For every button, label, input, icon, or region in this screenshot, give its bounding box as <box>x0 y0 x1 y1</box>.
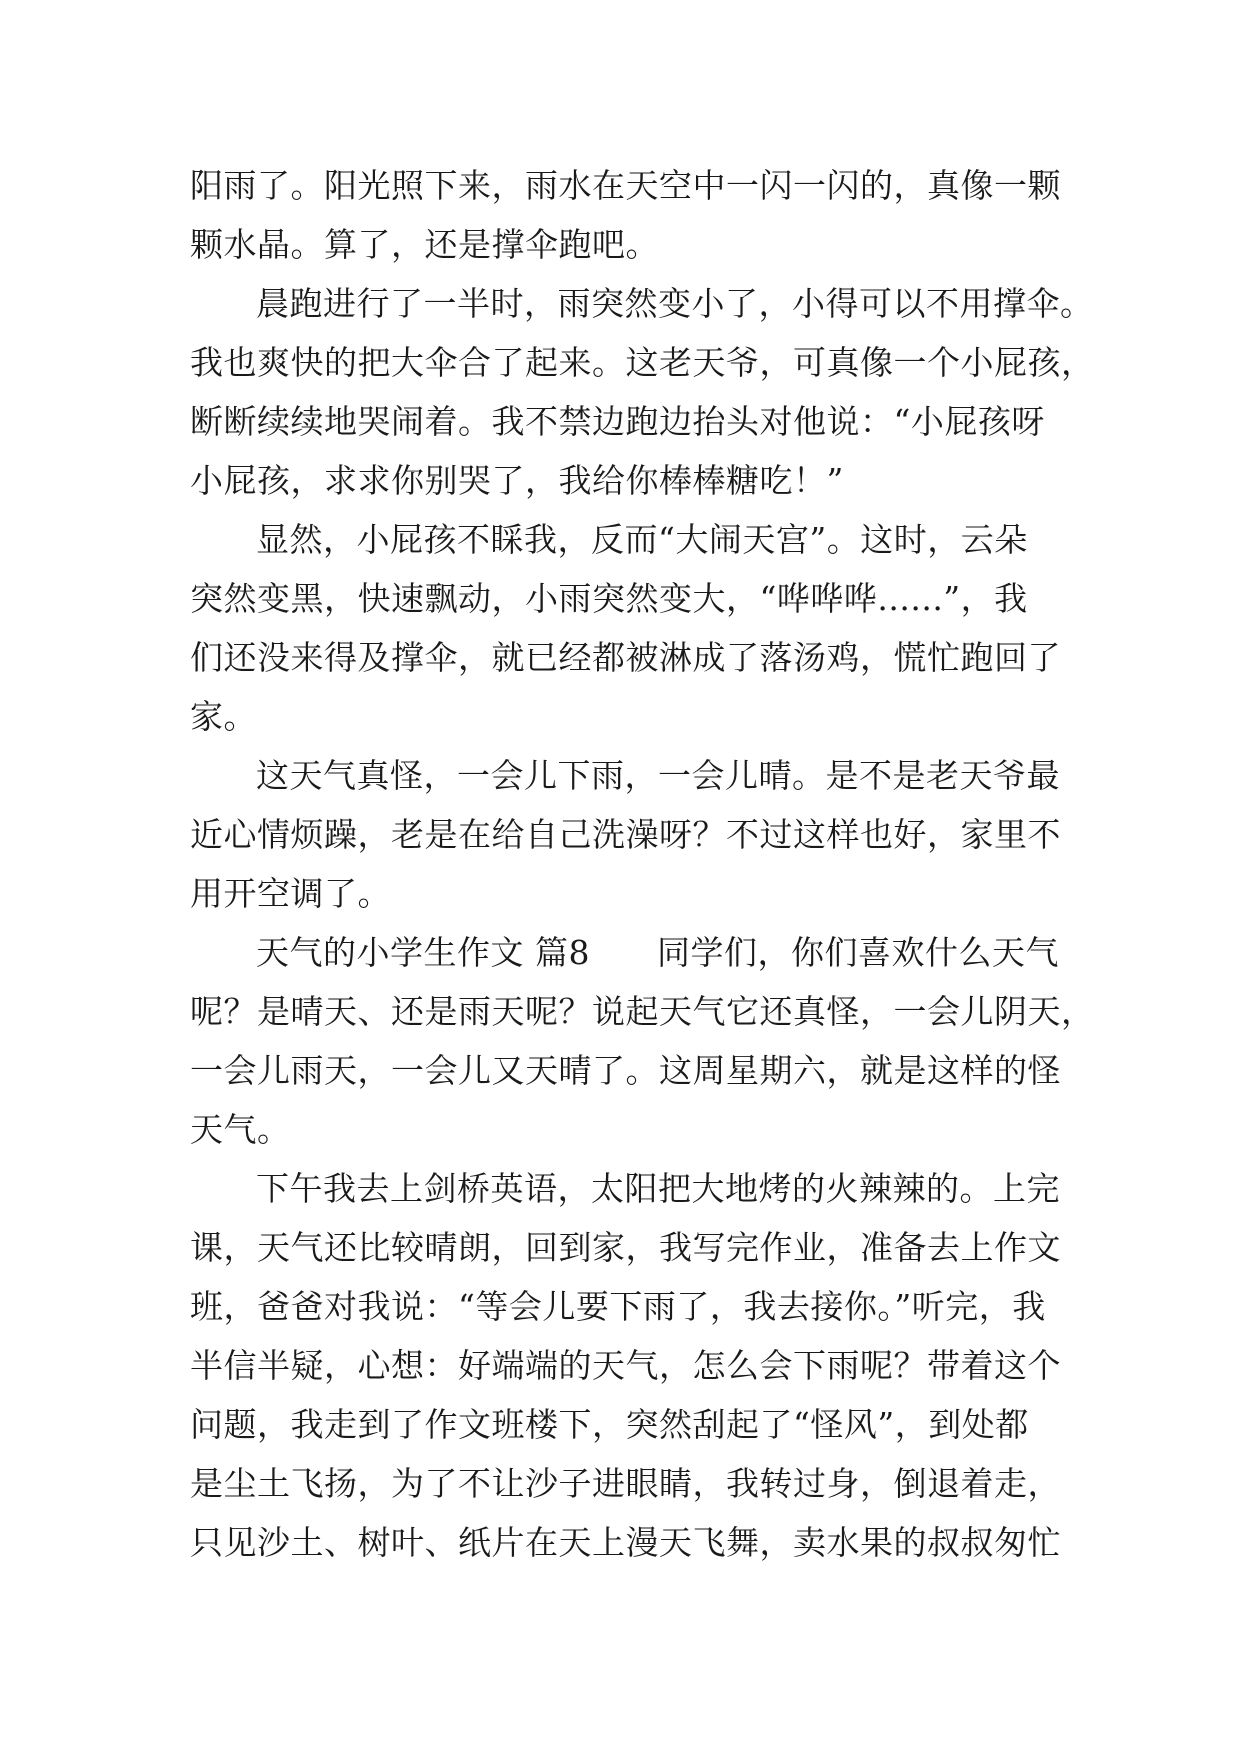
text-line: 断断续续地哭闹着。我不禁边跑边抬头对他说：“小屁孩呀 <box>190 402 1045 441</box>
essay-body <box>190 156 1095 1572</box>
text-line: 近心情烦躁，老是在给自己洗澡呀？不过这样也好，家里不 <box>190 815 1061 854</box>
text-line: 班，爸爸对我说：“等会儿要下雨了，我去接你。”听完，我 <box>190 1287 1046 1326</box>
text-line: 阳雨了。阳光照下来，雨水在天空中一闪一闪的，真像一颗 <box>190 166 1061 205</box>
paragraph-start-line: 显然，小屁孩不睬我，反而“大闹天宫”。这时，云朵 <box>256 520 1028 559</box>
text-line: 颗水晶。算了，还是撑伞跑吧。 <box>190 225 659 264</box>
paragraph-start-line: 晨跑进行了一半时，雨突然变小了，小得可以不用撑伞。 <box>256 284 1094 323</box>
text-line: 问题，我走到了作文班楼下，突然刮起了“怪风”，到处都 <box>190 1405 1029 1444</box>
text-line: 一会儿雨天，一会儿又天晴了。这周星期六，就是这样的怪 <box>190 1051 1061 1090</box>
text-line: 突然变黑，快速飘动，小雨突然变大，“哗哗哗......”，我 <box>190 579 1028 618</box>
text-line: 天气。 <box>190 1110 291 1149</box>
text-line: 半信半疑，心想：好端端的天气，怎么会下雨呢？带着这个 <box>190 1346 1061 1385</box>
text-line: 我也爽快的把大伞合了起来。这老天爷，可真像一个小屁孩， <box>190 343 1095 382</box>
text-line: 只见沙土、树叶、纸片在天上漫天飞舞，卖水果的叔叔匆忙 <box>190 1523 1061 1562</box>
paragraph-start-line: 这天气真怪，一会儿下雨，一会儿晴。是不是老天爷最 <box>256 756 1060 795</box>
text-line: 呢？是晴天、还是雨天呢？说起天气它还真怪，一会儿阴天， <box>190 992 1095 1031</box>
text-line: 是尘土飞扬，为了不让沙子进眼睛，我转过身，倒退着走， <box>190 1464 1061 1503</box>
text-line: 课，天气还比较晴朗，回到家，我写完作业，准备去上作文 <box>190 1228 1061 1267</box>
text-line: 用开空调了。 <box>190 874 391 913</box>
paragraph-start-line: 下午我去上剑桥英语，太阳把大地烤的火辣辣的。上完 <box>256 1169 1060 1208</box>
section-heading-line: 天气的小学生作文 篇8 同学们，你们喜欢什么天气 <box>256 933 1059 972</box>
text-line: 小屁孩，求求你别哭了，我给你棒棒糖吃！” <box>190 461 844 500</box>
text-line: 家。 <box>190 697 257 736</box>
text-line: 们还没来得及撑伞，就已经都被淋成了落汤鸡，慌忙跑回了 <box>190 638 1061 677</box>
